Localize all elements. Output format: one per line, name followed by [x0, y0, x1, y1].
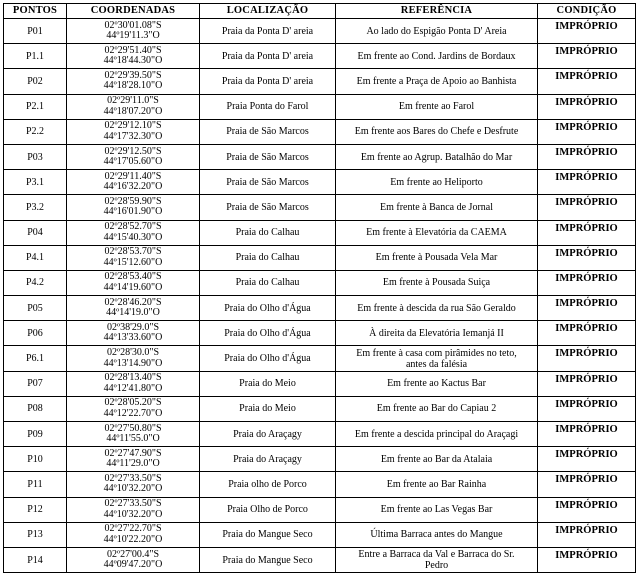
table-row	[4, 19, 636, 44]
reference-text: Em frente ao Bar Rainha	[386, 478, 487, 490]
coordinates-cell	[67, 422, 200, 447]
reference-cell	[336, 144, 538, 169]
condition-cell: IMPRÓPRIO	[538, 346, 636, 371]
table-row	[4, 472, 636, 497]
longitude: 44º17'32.30"O	[103, 130, 163, 142]
reference-cell	[336, 346, 538, 371]
reference-text: Última Barraca antes do Mangue	[370, 529, 503, 541]
ponto-cell: P11	[4, 472, 67, 497]
condition-cell: IMPRÓPRIO	[538, 422, 636, 447]
reference-text: Em frente ao Heliporto	[390, 176, 483, 188]
coordinates-cell	[67, 371, 200, 396]
location-cell: Praia do Olho d'Água	[200, 346, 336, 371]
location-cell: Praia da Ponta D' areia	[200, 19, 336, 44]
table-row	[4, 371, 636, 396]
latitude: 02º29'12.10"S	[104, 120, 162, 132]
location-cell: Praia da Ponta D' areia	[200, 44, 336, 69]
reference-cell	[336, 296, 538, 321]
reference-text: Entre a Barraca da Val e Barraca do Sr.	[358, 549, 515, 561]
location-cell: Praia olho de Porco	[200, 472, 336, 497]
table-row	[4, 44, 636, 69]
reference-text: Em frente à Pousada Vela Mar	[375, 252, 498, 264]
reference-cell	[336, 321, 538, 346]
ponto-cell: P2.2	[4, 119, 67, 144]
ponto-cell: P1.1	[4, 44, 67, 69]
reference-text: Em frente à Elevatória da CAEMA	[366, 227, 507, 239]
table-row	[4, 94, 636, 119]
table-row	[4, 547, 636, 572]
reference-cell	[336, 94, 538, 119]
reference-text: Em frente ao Agrup. Batalhão do Mar	[360, 151, 513, 163]
location-cell: Praia de São Marcos	[200, 119, 336, 144]
ponto-cell: P3.2	[4, 195, 67, 220]
table-row	[4, 69, 636, 94]
table-row	[4, 422, 636, 447]
coordinates-cell	[67, 44, 200, 69]
location-cell: Praia de São Marcos	[200, 170, 336, 195]
condition-cell: IMPRÓPRIO	[538, 497, 636, 522]
latitude: 02º28'53.40"S	[104, 271, 162, 283]
condition-cell: IMPRÓPRIO	[538, 119, 636, 144]
reference-cell	[336, 44, 538, 69]
reference-text: Em frente à casa com pirâmides no teto,	[356, 347, 517, 359]
ponto-cell: P08	[4, 396, 67, 421]
coordinates-cell	[67, 144, 200, 169]
condition-cell: IMPRÓPRIO	[538, 220, 636, 245]
coordinates-cell	[67, 245, 200, 270]
balneability-table	[3, 3, 636, 573]
latitude: 02º27'50.80"S	[104, 422, 162, 434]
longitude: 44º15'40.30"O	[103, 231, 163, 243]
reference-text: Ao lado do Espigão Ponta D' Areia	[366, 25, 507, 37]
ponto-cell: P10	[4, 447, 67, 472]
reference-cell	[336, 19, 538, 44]
condition-cell: IMPRÓPRIO	[538, 447, 636, 472]
location-cell: Praia do Araçagy	[200, 422, 336, 447]
reference-text: Em frente ao Kactus Bar	[387, 378, 486, 390]
latitude: 02º27'22.70"S	[104, 523, 162, 535]
latitude: 02º27'33.50"S	[104, 472, 162, 484]
latitude: 02º29'12.50"S	[104, 145, 162, 157]
latitude: 02º28'30.0"S	[106, 347, 160, 359]
col-header-referencia: REFERÊNCIA	[336, 4, 538, 19]
table-row	[4, 522, 636, 547]
condition-cell: IMPRÓPRIO	[538, 19, 636, 44]
longitude: 44º18'07.20"O	[103, 105, 163, 117]
longitude: 44º12'41.80"O	[103, 382, 163, 394]
longitude: 44º11'55.0"O	[106, 433, 160, 445]
location-cell: Praia do Mangue Seco	[200, 522, 336, 547]
condition-cell: IMPRÓPRIO	[538, 371, 636, 396]
ponto-cell: P13	[4, 522, 67, 547]
condition-cell: IMPRÓPRIO	[538, 270, 636, 295]
longitude: 44º18'44.30"O	[103, 55, 163, 67]
reference-cell	[336, 472, 538, 497]
latitude: 02º30'01.08"S	[104, 19, 162, 31]
reference-cell	[336, 245, 538, 270]
longitude: 44º14'19.0"O	[106, 307, 160, 319]
coordinates-cell	[67, 396, 200, 421]
reference-text: Em frente ao Bar do Capiau 2	[376, 403, 497, 415]
table-row	[4, 321, 636, 346]
reference-cell	[336, 547, 538, 572]
ponto-cell: P07	[4, 371, 67, 396]
longitude: 44º11'29.0"O	[106, 458, 160, 470]
coordinates-cell	[67, 170, 200, 195]
coordinates-cell	[67, 497, 200, 522]
reference-text: Em frente ao Farol	[398, 101, 475, 113]
location-cell: Praia de São Marcos	[200, 144, 336, 169]
coordinates-cell	[67, 94, 200, 119]
table-header-row	[4, 4, 636, 19]
reference-text: Em frente ao Bar da Atalaia	[380, 453, 493, 465]
reference-text-continued: antes da falésia	[405, 358, 468, 370]
reference-text: Em frente a Praça de Apoio ao Banhista	[356, 75, 517, 87]
latitude: 02º38'29.0"S	[106, 321, 160, 333]
reference-text: Em frente aos Bares do Chefe e Desfrute	[354, 126, 519, 138]
reference-cell	[336, 396, 538, 421]
coordinates-cell	[67, 321, 200, 346]
longitude: 44º18'28.10"O	[103, 80, 163, 92]
location-cell: Praia do Olho d'Água	[200, 321, 336, 346]
latitude: 02º28'52.70"S	[104, 221, 162, 233]
latitude: 02º29'11.40"S	[104, 170, 162, 182]
coordinates-cell	[67, 346, 200, 371]
table-row	[4, 497, 636, 522]
longitude: 44º17'05.60"O	[103, 156, 163, 168]
table-row	[4, 195, 636, 220]
coordinates-cell	[67, 195, 200, 220]
condition-cell: IMPRÓPRIO	[538, 170, 636, 195]
latitude: 02º27'33.50"S	[104, 498, 162, 510]
condition-cell: IMPRÓPRIO	[538, 296, 636, 321]
location-cell: Praia Ponta do Farol	[200, 94, 336, 119]
condition-cell: IMPRÓPRIO	[538, 195, 636, 220]
table-row	[4, 296, 636, 321]
latitude: 02º28'05.20"S	[104, 397, 162, 409]
condition-cell: IMPRÓPRIO	[538, 522, 636, 547]
coordinates-cell	[67, 119, 200, 144]
condition-cell: IMPRÓPRIO	[538, 472, 636, 497]
reference-text: Em frente à Pousada Suiça	[382, 277, 491, 289]
location-cell: Praia de São Marcos	[200, 195, 336, 220]
latitude: 02º28'59.90"S	[104, 195, 162, 207]
location-cell: Praia do Calhau	[200, 245, 336, 270]
longitude: 44º16'32.20"O	[103, 181, 163, 193]
table-row	[4, 245, 636, 270]
reference-cell	[336, 69, 538, 94]
latitude: 02º29'11.0"S	[107, 95, 159, 107]
longitude: 44º10'32.20"O	[103, 483, 163, 495]
table-body	[4, 19, 636, 573]
longitude: 44º10'32.20"O	[103, 508, 163, 520]
longitude: 44º13'14.90"O	[103, 357, 163, 369]
latitude: 02º27'00.4"S	[106, 548, 160, 560]
coordinates-cell	[67, 296, 200, 321]
ponto-cell: P6.1	[4, 346, 67, 371]
latitude: 02º28'53.70"S	[104, 246, 162, 258]
condition-cell: IMPRÓPRIO	[538, 144, 636, 169]
table-row	[4, 270, 636, 295]
coordinates-cell	[67, 522, 200, 547]
reference-cell	[336, 270, 538, 295]
longitude: 44º12'22.70"O	[103, 407, 163, 419]
ponto-cell: P03	[4, 144, 67, 169]
location-cell: Praia do Calhau	[200, 220, 336, 245]
reference-text: Em frente ao Cond. Jardins de Bordaux	[357, 50, 516, 62]
condition-cell: IMPRÓPRIO	[538, 396, 636, 421]
longitude: 44º14'19.60"O	[103, 281, 163, 293]
location-cell: Praia Olho de Porco	[200, 497, 336, 522]
reference-text: Em frente a descida principal do Araçagi	[354, 428, 519, 440]
ponto-cell: P09	[4, 422, 67, 447]
table-row	[4, 396, 636, 421]
coordinates-cell	[67, 547, 200, 572]
table-row	[4, 346, 636, 371]
col-header-coordenadas: COORDENADAS	[67, 4, 200, 19]
location-cell: Praia do Calhau	[200, 270, 336, 295]
reference-text: Em frente à Banca de Jornal	[379, 201, 493, 213]
reference-cell	[336, 422, 538, 447]
reference-cell	[336, 371, 538, 396]
ponto-cell: P3.1	[4, 170, 67, 195]
coordinates-cell	[67, 69, 200, 94]
table-row	[4, 447, 636, 472]
longitude: 44º13'33.60"O	[103, 332, 163, 344]
condition-cell: IMPRÓPRIO	[538, 321, 636, 346]
longitude: 44º16'01.90"O	[103, 206, 163, 218]
table-row	[4, 119, 636, 144]
location-cell: Praia do Mangue Seco	[200, 547, 336, 572]
col-header-pontos: PONTOS	[4, 4, 67, 19]
reference-cell	[336, 119, 538, 144]
col-header-localizacao: LOCALIZAÇÃO	[200, 4, 336, 19]
latitude: 02º27'47.90"S	[104, 447, 162, 459]
ponto-cell: P4.2	[4, 270, 67, 295]
reference-text-continued: Pedro	[424, 560, 449, 572]
latitude: 02º29'39.50"S	[104, 69, 162, 81]
ponto-cell: P01	[4, 19, 67, 44]
condition-cell: IMPRÓPRIO	[538, 69, 636, 94]
coordinates-cell	[67, 19, 200, 44]
reference-cell	[336, 170, 538, 195]
ponto-cell: P12	[4, 497, 67, 522]
table-row	[4, 170, 636, 195]
table-row	[4, 220, 636, 245]
ponto-cell: P06	[4, 321, 67, 346]
condition-cell: IMPRÓPRIO	[538, 94, 636, 119]
reference-cell	[336, 220, 538, 245]
ponto-cell: P4.1	[4, 245, 67, 270]
latitude: 02º28'46.20"S	[104, 296, 162, 308]
condition-cell: IMPRÓPRIO	[538, 44, 636, 69]
col-header-condicao: CONDIÇÃO	[538, 4, 636, 19]
ponto-cell: P02	[4, 69, 67, 94]
coordinates-cell	[67, 447, 200, 472]
reference-cell	[336, 195, 538, 220]
coordinates-cell	[67, 270, 200, 295]
longitude: 44º09'47.20"O	[103, 559, 163, 571]
location-cell: Praia da Ponta D' areia	[200, 69, 336, 94]
longitude: 44º10'22.20"O	[103, 533, 163, 545]
coordinates-cell	[67, 472, 200, 497]
reference-text: Em frente ao Las Vegas Bar	[380, 504, 493, 516]
reference-text: Em frente à descida da rua São Geraldo	[357, 302, 516, 314]
ponto-cell: P14	[4, 547, 67, 572]
longitude: 44º19'11.3"O	[106, 30, 160, 42]
table-row	[4, 144, 636, 169]
ponto-cell: P2.1	[4, 94, 67, 119]
latitude: 02º28'13.40"S	[104, 372, 162, 384]
latitude: 02º29'51.40"S	[104, 44, 162, 56]
reference-cell	[336, 447, 538, 472]
location-cell: Praia do Meio	[200, 371, 336, 396]
location-cell: Praia do Olho d'Água	[200, 296, 336, 321]
longitude: 44º15'12.60"O	[103, 256, 163, 268]
coordinates-cell	[67, 220, 200, 245]
ponto-cell: P05	[4, 296, 67, 321]
condition-cell: IMPRÓPRIO	[538, 245, 636, 270]
location-cell: Praia do Araçagy	[200, 447, 336, 472]
location-cell: Praia do Meio	[200, 396, 336, 421]
condition-cell: IMPRÓPRIO	[538, 547, 636, 572]
reference-text: À direita da Elevatória Iemanjá II	[369, 327, 504, 339]
reference-cell	[336, 522, 538, 547]
reference-cell	[336, 497, 538, 522]
balneability-report	[3, 3, 635, 573]
ponto-cell: P04	[4, 220, 67, 245]
